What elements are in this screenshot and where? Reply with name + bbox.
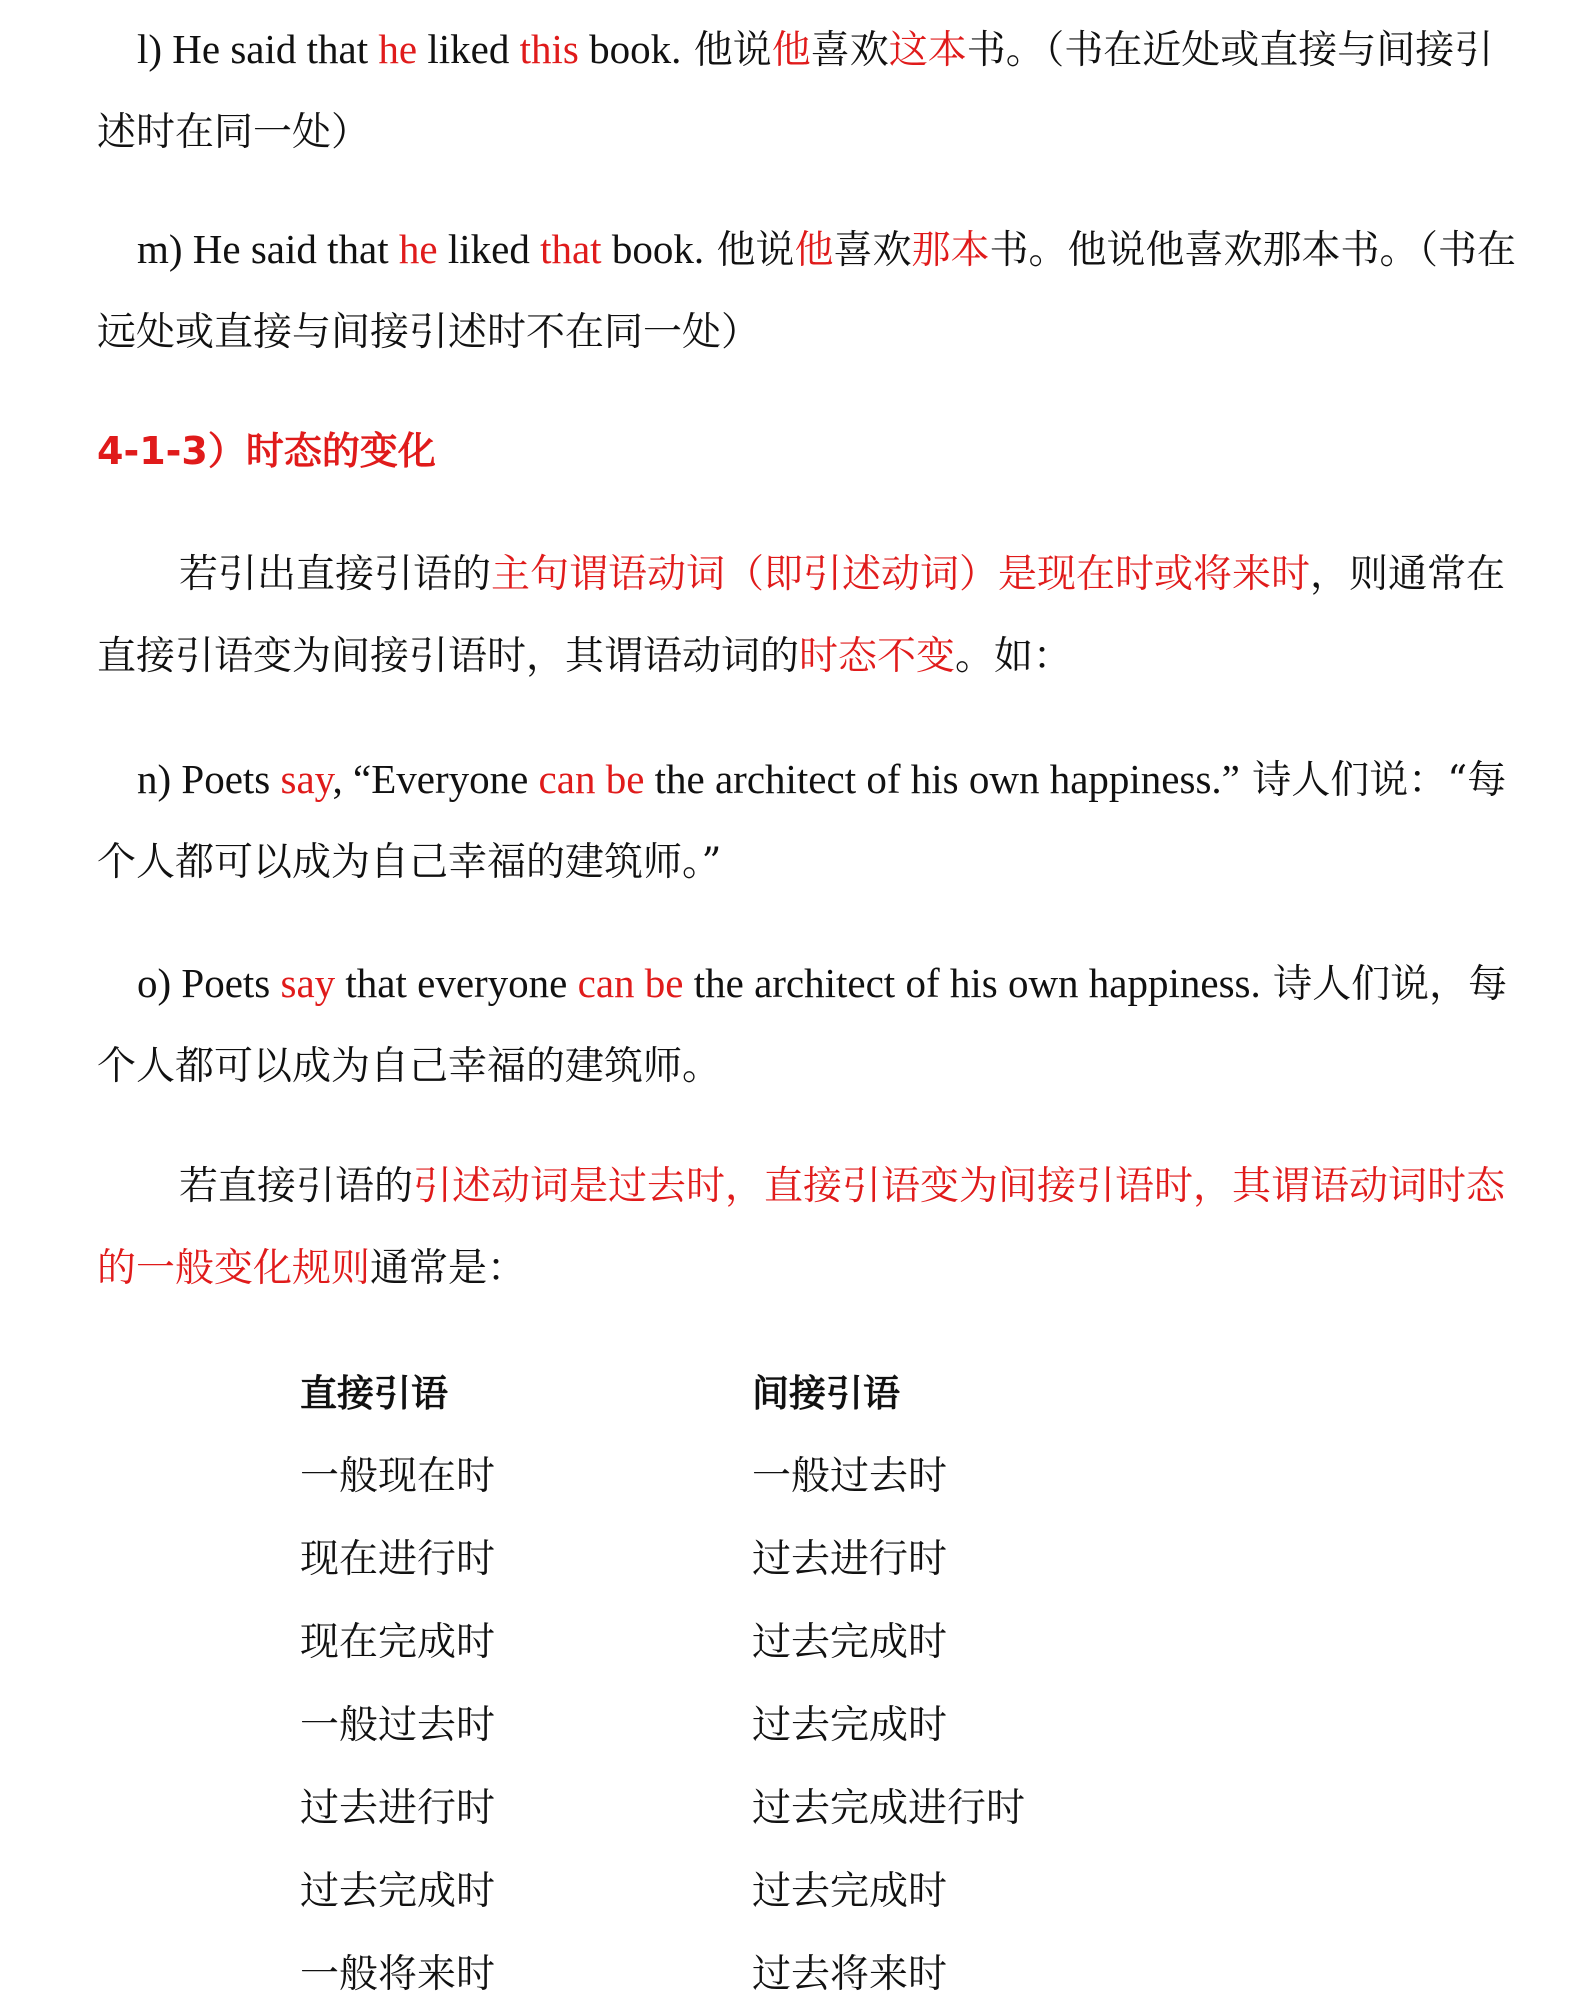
example-n-paragraph <box>97 738 1517 904</box>
example-n-text: the architect of his own happiness.” <box>644 756 1240 802</box>
table-row <box>300 1680 1100 1763</box>
rule-1-text: 若引出直接引语的 <box>179 552 492 597</box>
section-heading: 4-1-3）时态的变化 <box>97 429 436 473</box>
indirect-tense-cell: 过去完成时 <box>752 1619 948 1665</box>
direct-tense-cell: 现在进行时 <box>300 1536 496 1582</box>
example-o-highlight-say: say <box>280 960 336 1006</box>
tense-change-table <box>300 1348 1100 2012</box>
rule-1-highlight-tense: 时态不变 <box>799 634 956 679</box>
direct-tense-cell: 一般过去时 <box>300 1702 496 1748</box>
indirect-tense-cell: 过去完成进行时 <box>752 1785 1026 1831</box>
table-row <box>300 1763 1100 1846</box>
indirect-tense-cell: 过去进行时 <box>752 1536 948 1582</box>
example-o-translation: 诗人们说，每个人都可以成为自己幸福的建筑师。 <box>97 962 1508 1089</box>
example-m-text: book. <box>601 226 705 272</box>
example-l-text: l) He said that <box>137 26 379 72</box>
example-l-highlight-zheben: 这本 <box>888 28 967 73</box>
example-l-highlight-ta: 他 <box>771 28 811 73</box>
table-header-row <box>300 1348 1100 1431</box>
example-l-translation: 书。（书在近处或直接与间接引述时在同一处） <box>97 28 1494 155</box>
table-row <box>300 1846 1100 1929</box>
direct-tense-cell: 现在完成时 <box>300 1619 496 1665</box>
table-row <box>300 1929 1100 2012</box>
example-m-paragraph <box>97 208 1517 374</box>
example-m-text: m) He said that <box>137 226 399 272</box>
example-l-highlight-this: this <box>519 26 579 72</box>
example-o-text: o) Poets <box>137 960 281 1006</box>
example-o-highlight-canbe: can be <box>577 960 684 1006</box>
example-n-highlight-canbe: can be <box>538 756 645 802</box>
indirect-tense-cell: 过去将来时 <box>752 1951 948 1997</box>
example-o-text: the architect of his own happiness. <box>683 960 1261 1006</box>
example-l-highlight-he: he <box>378 26 418 72</box>
rule-2-text: 若直接引语的 <box>179 1164 414 1209</box>
example-o-paragraph <box>97 942 1517 1108</box>
direct-tense-cell: 一般现在时 <box>300 1453 496 1499</box>
example-m-highlight-naben: 那本 <box>911 228 990 273</box>
example-n-translation: 诗人们说：“每个人都可以成为自己幸福的建筑师。” <box>97 758 1507 885</box>
rule-1-highlight: 主句谓语动词（即引述动词）是现在时或将来时 <box>491 552 1311 597</box>
direct-tense-cell: 过去完成时 <box>300 1868 496 1914</box>
rule-2-highlight: 引述动词是过去时，直接引语变为间接引语时，其谓语动词时态的一般变化规则 <box>97 1164 1506 1291</box>
example-o-text: that everyone <box>335 960 578 1006</box>
example-m-highlight-ta: 他 <box>794 228 834 273</box>
example-n-highlight-say: say <box>280 756 333 802</box>
table-row <box>300 1514 1100 1597</box>
example-m-translation: 喜欢 <box>833 228 912 273</box>
indirect-tense-cell: 过去完成时 <box>752 1868 948 1914</box>
rule-2-paragraph <box>97 1146 1517 1310</box>
header-indirect-speech: 间接引语 <box>752 1371 900 1415</box>
example-m-translation: 他说 <box>716 228 795 273</box>
example-m-highlight-that: that <box>540 226 602 272</box>
indirect-tense-cell: 过去完成时 <box>752 1702 948 1748</box>
rule-2-text: 通常是： <box>370 1246 527 1291</box>
example-n-text: , “Everyone <box>332 756 539 802</box>
example-l-text: book. <box>578 26 682 72</box>
example-m-text: liked <box>437 226 541 272</box>
example-l-text: liked <box>417 26 520 72</box>
header-direct-speech: 直接引语 <box>300 1371 448 1415</box>
example-n-text: n) Poets <box>137 756 281 802</box>
direct-tense-cell: 一般将来时 <box>300 1951 496 1997</box>
direct-tense-cell: 过去进行时 <box>300 1785 496 1831</box>
example-m-highlight-he: he <box>398 226 438 272</box>
indirect-tense-cell: 一般过去时 <box>752 1453 948 1499</box>
table-row <box>300 1431 1100 1514</box>
example-l-paragraph <box>97 8 1517 174</box>
rule-1-text: 。如： <box>955 634 1073 679</box>
rule-1-text: ，则通常在直接引语变为间接引语时，其谓语动词的 <box>97 552 1506 679</box>
table-row <box>300 1597 1100 1680</box>
example-l-translation: 他说 <box>693 28 772 73</box>
example-l-translation: 喜欢 <box>810 28 889 73</box>
example-m-translation: 书。他说他喜欢那本书。（书在远处或直接与间接引述时不在同一处） <box>97 228 1517 355</box>
rule-1-paragraph <box>97 534 1517 698</box>
